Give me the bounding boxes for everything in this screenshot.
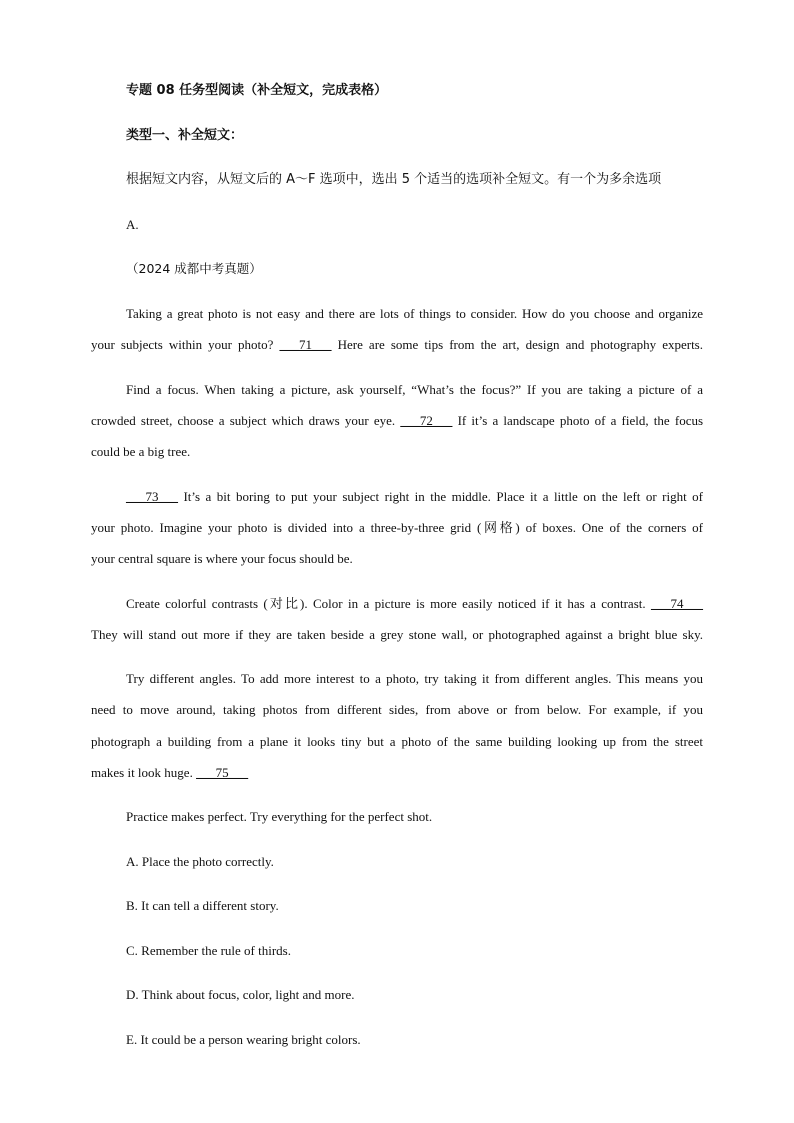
blank-71: ___71___ — [279, 337, 332, 352]
passage-text: makes it look huge. — [91, 765, 193, 780]
passage-p1-line-1: Taking a great photo is not easy and there are lots of things to consider. How do you choose and organize — [126, 306, 703, 321]
blank-73: ___73___ — [126, 489, 178, 504]
passage-p4-line-1 — [126, 595, 703, 613]
section-type-label: 类型一、补全短文： — [126, 128, 244, 143]
passage-p2-line-3: could be a big tree. — [91, 444, 191, 459]
option-e: E. It could be a person wearing bright colors. — [126, 1032, 361, 1047]
option-a: A. Place the photo correctly. — [126, 854, 274, 869]
source-note: （2024 成都中考真题） — [126, 261, 262, 276]
passage-p3-line-1 — [126, 488, 703, 506]
blank-74: ___74___ — [651, 596, 703, 611]
blank-75: ___75___ — [196, 765, 249, 780]
passage-text: crowded street, choose a subject which draws your eye. — [91, 413, 396, 428]
passage-text: Create colorful contrasts (对比). Color in a picture is more easily noticed if it has a contrast. — [126, 596, 646, 611]
option-b: B. It can tell a different story. — [126, 898, 279, 913]
passage-p2-line-2 — [91, 412, 703, 430]
passage-p5-line-4 — [91, 764, 248, 782]
passage-p3-line-3: your central square is where your focus should be. — [91, 551, 353, 566]
passage-p2-line-1: Find a focus. When taking a picture, ask yourself, “What’s the focus?” If you are taking a picture of a — [126, 382, 703, 397]
passage-p5-line-3: photograph a building from a plane it looks tiny but a photo of the same building looking up from the street — [91, 734, 703, 749]
option-c: C. Remember the rule of thirds. — [126, 943, 291, 958]
instruction-line-2: A. — [126, 217, 139, 232]
passage-text: If it’s a landscape photo of a field, the focus — [457, 413, 704, 428]
passage-p1-line-2 — [91, 336, 703, 354]
passage-p4-line-2: They will stand out more if they are taken beside a grey stone wall, or photographed against a bright blue sky. — [91, 627, 703, 642]
instruction-line-1: 根据短文内容，从短文后的 A～F 选项中，选出 5 个适当的选项补全短文。有一个为多余选项 — [126, 172, 662, 187]
passage-text: your subjects within your photo? — [91, 337, 274, 352]
blank-72: ___72___ — [400, 413, 453, 428]
passage-p3-line-2: your photo. Imagine your photo is divided into a three-by-three grid (网格) of boxes. One of the corners of — [91, 520, 703, 535]
document-heading: 专题 08 任务型阅读（补全短文，完成表格） — [126, 83, 388, 98]
passage-p5-line-2: need to move around, taking photos from different sides, from above or from below. For example, if you — [91, 702, 703, 717]
passage-p5-line-1: Try different angles. To add more interest to a photo, try taking it from different angles. This means you — [126, 671, 703, 686]
option-d: D. Think about focus, color, light and more. — [126, 987, 355, 1002]
passage-p6: Practice makes perfect. Try everything for the perfect shot. — [126, 809, 433, 824]
passage-text: It’s a bit boring to put your subject right in the middle. Place it a little on the left or right of — [183, 489, 703, 504]
passage-text: Here are some tips from the art, design and photography experts. — [337, 337, 703, 352]
